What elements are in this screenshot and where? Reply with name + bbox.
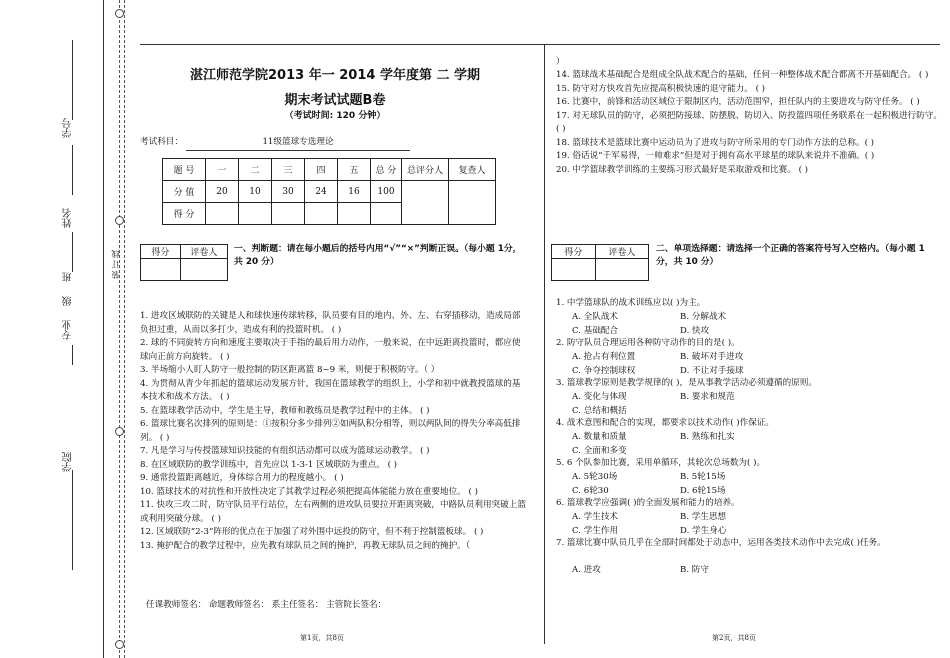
score-table-head: 复查人 (449, 159, 496, 181)
judge-item-17: 17. 对无球队员的防守，必须把防接球、防摆脱、防切入、防投篮四项任务联系在一起积极进行防守。 ( ) (556, 110, 942, 134)
mc-item-4 (556, 418, 942, 458)
name-blank (72, 145, 73, 195)
judge-item-1: 1. 进攻区域联防的关键是人和球快速传球转移，队员要有目的地内、外、左、右穿插移动，造成局部负担过重，从而以多打少，造成有利的投篮时机。 ( ) (140, 311, 521, 335)
binding-hole (115, 427, 124, 436)
judge-item-14: 14. 篮球战术基础配合是组成全队战术配合的基础，任何一种整体战术配合都离不开基础配合。 ( ) (556, 70, 929, 80)
judge-item-8: 8. 在区域联防的教学训练中，首先应以 1-3-1 区域联防为重点。 ( ) (140, 459, 398, 470)
section1-list-cont (556, 69, 942, 177)
mc-option[interactable]: B. 分解战术 (680, 312, 727, 322)
score-table-head: 二 (239, 159, 272, 181)
mc-option[interactable]: B. 5轮15场 (680, 472, 726, 482)
mc-option[interactable]: C. 学生作用 (572, 526, 619, 536)
judge-item-16: 16. 比赛中，前锋和活动区域位于限制区内，活动范围窄，担任队内的主要进攻与防守任务。 ( ) (556, 97, 920, 107)
class-blank (72, 232, 73, 272)
margin-border-line (103, 0, 104, 658)
mc-option[interactable]: D. 6轮15场 (680, 486, 726, 496)
mc-item-7 (556, 538, 942, 582)
score-table-head: 总 分 (371, 159, 402, 181)
page-number-1: 第1页，共8页 (300, 634, 344, 642)
score-table-cell[interactable] (305, 203, 338, 225)
judge-item-20: 20. 中学篮球教学训练的主要练习形式最好是采取游戏和比赛。 ( ) (556, 164, 809, 175)
mc-option[interactable]: C. 总结和概括 (572, 406, 627, 416)
score-table-cell: 100 (371, 181, 402, 203)
seal-line-label: 装 订 线 (111, 250, 120, 280)
judge-item-13: 13. 掩护配合的教学过程中，应先教有球队员之间的掩护，再教无球队员之间的掩护。（ (140, 540, 471, 551)
score-table-head: 三 (272, 159, 305, 181)
judge-item-11: 11. 快攻三攻二时，防守队员平行站位，左右两侧的进攻队员要拉开距离突破，中路队员利用突破上篮或利用突破分球。 ( ) (140, 500, 526, 524)
mc-option[interactable]: C. 6轮30 (572, 486, 609, 496)
score-table-head: 总评分人 (402, 159, 449, 181)
grade-label: 级 (63, 296, 74, 306)
section1-list (140, 310, 528, 553)
binding-hole (115, 9, 124, 18)
mc-item-6 (556, 498, 942, 538)
subject-label: 考试科目： (140, 137, 183, 147)
scorer-box-scorer: 评卷人 (595, 245, 648, 259)
judge-item-12: 12. 区域联防“2-3”阵形的优点在于加强了对外围中远投的防守，但不利于控制篮板球。 ( ) (140, 527, 484, 537)
mc-option[interactable]: A. 学生技术 (572, 512, 619, 522)
page-divider (544, 44, 545, 644)
scorer-box-cell[interactable] (180, 259, 227, 281)
judge-item-3: 3. 半场缩小人盯人防守一般控制的防区距离篮 8~9 米，则便于积极防守。（ ） (140, 365, 440, 375)
cont-paren: ） (556, 57, 565, 67)
mc-item-3 (556, 378, 942, 418)
score-table-cell: 16 (338, 181, 371, 203)
student-no-label: 学号 (63, 118, 74, 138)
binding-hole (115, 640, 124, 649)
signature-line: 任课教师签名： 命题教师签名： 系主任签名： 主管院长签名： (146, 600, 387, 610)
name-label: 姓名 (63, 208, 74, 228)
mc-option[interactable]: C. 争夺控制球权 (572, 366, 636, 376)
mc-question: 6. 篮球教学应强调( )的全面发展和能力的培养。 (556, 498, 740, 508)
score-table (162, 158, 496, 225)
mc-option[interactable]: D. 学生身心 (680, 526, 727, 536)
judge-item-10: 10. 篮球技术的对抗性和开放性决定了其教学过程必须把提高体能能力放在重要地位。 ( ) (140, 486, 478, 497)
mc-option[interactable]: A. 数量和质量 (572, 432, 627, 442)
mc-item-5 (556, 458, 942, 498)
mc-option[interactable]: A. 5轮30场 (572, 472, 618, 482)
major-blank (72, 345, 73, 365)
judge-item-18: 18. 篮球技术是篮球比赛中运动员为了进攻与防守所采用的专门动作方法的总称。( ) (556, 137, 875, 148)
seal-dashed-line-2 (124, 0, 125, 658)
top-rule (140, 44, 940, 45)
scorer-box-cell[interactable] (595, 259, 648, 281)
score-table-cell[interactable] (206, 203, 239, 225)
mc-option[interactable]: A. 全队战术 (572, 312, 619, 322)
mc-question: 7. 篮球比赛中队员几乎在全部时间都处于动态中，运用各类技术动作中去完成( )任务。 (556, 538, 886, 548)
mc-question: 2. 防守队员合理运用各种防守动作的目的是( )。 (556, 338, 740, 348)
judge-item-7: 7. 凡是学习与传授篮球知识技能的有组织活动都可以成为篮球运动教学。 ( ) (140, 446, 430, 456)
score-table-cell: 分 值 (163, 181, 206, 203)
binding-hole (115, 216, 124, 225)
mc-question: 1. 中学篮球队的战术训练应以( )为主。 (556, 298, 706, 308)
mc-option[interactable]: A. 抢占有利位置 (572, 352, 636, 362)
section1-heading: 一、判断题：请在每小题后的括号内用“√”“×”判断正误。（每小题 1分，共 20 分） (234, 244, 522, 267)
mc-question: 4. 战术意图和配合的实现，都要求以技术动作( )作保证。 (556, 418, 775, 428)
seal-dashed-line (119, 0, 120, 658)
subject-value: 11级篮球专选理论 (186, 136, 410, 151)
judge-item-2: 2. 球的不同旋转方向和速度主要取决于手指的最后用力动作，一般来说，在中远距离投篮时，都应使球向正前方向旋转。 ( ) (140, 338, 521, 362)
score-table-cell: 20 (206, 181, 239, 203)
scorer-box-cell[interactable] (552, 259, 596, 281)
section2-heading: 二、单项选择题：请选择一个正确的答案符号写入空格内。（每小题 1 分，共 10 分） (656, 244, 925, 267)
judge-item-4: 4. 为贯彻从青少年抓起的篮球运动发展方针，我国在篮球教学的组织上，小学和初中就教授篮球的基本技术和战术方法。 ( ) (140, 378, 521, 402)
score-table-cell: 得 分 (163, 203, 206, 225)
scorer-box-score: 得分 (141, 245, 181, 259)
score-table-cell: 10 (239, 181, 272, 203)
major-label: 专业 (63, 320, 74, 340)
score-table-cell[interactable] (272, 203, 305, 225)
exam-subtitle: 期末考试试题B卷 (284, 93, 386, 108)
score-table-cell: 24 (305, 181, 338, 203)
score-table-head: 一 (206, 159, 239, 181)
judge-item-6: 6. 篮球比赛名次排列的原则是：①按积分多少排列②如两队积分相等，则以两队间的得失分率高低排列。 ( ) (140, 419, 521, 443)
mc-option[interactable]: A. 变化与体现 (572, 392, 627, 402)
scorer-box-score: 得分 (552, 245, 596, 259)
score-table-head: 五 (338, 159, 371, 181)
score-table-cell: 30 (272, 181, 305, 203)
score-table-head: 题 号 (163, 159, 206, 181)
mc-option[interactable]: C. 全面和多变 (572, 446, 627, 456)
scorer-box-cell[interactable] (141, 259, 181, 281)
score-table-cell[interactable] (338, 203, 371, 225)
mc-option[interactable]: C. 基础配合 (572, 326, 619, 336)
exam-title: 湛江师范学院2013 年一 2014 学年度第 二 学期 (190, 68, 480, 83)
score-table-head: 四 (305, 159, 338, 181)
mc-option[interactable]: B. 熟练和扎实 (680, 432, 735, 442)
mc-option[interactable]: B. 要求和规范 (680, 392, 735, 402)
mc-option[interactable]: D. 不让对手接球 (680, 366, 744, 376)
page-number-2: 第2页，共8页 (712, 634, 756, 642)
scorer-box-scorer: 评卷人 (180, 245, 227, 259)
student-no-blank (72, 40, 73, 120)
mc-option[interactable]: B. 防守 (680, 565, 709, 575)
mc-option[interactable]: B. 破坏对手进攻 (680, 352, 744, 362)
class-label: 班 (63, 272, 74, 282)
mc-list (556, 298, 942, 582)
judge-item-15: 15. 防守对方快攻首先应提高积极快速的退守能力。 ( ) (556, 83, 766, 94)
score-table-cell[interactable] (449, 181, 496, 225)
score-table-cell[interactable] (402, 181, 449, 225)
mc-option[interactable]: A. 进攻 (572, 565, 601, 575)
scorer-box-2 (551, 244, 649, 281)
judge-item-9: 9. 通常投篮距离越近，身体综合用力的程度越小。 ( ) (140, 473, 344, 483)
mc-question: 5. 6 个队参加比赛，采用单循环，其轮次总场数为( )。 (556, 458, 766, 468)
mc-item-2 (556, 338, 942, 378)
mc-option[interactable]: B. 学生思想 (680, 512, 727, 522)
mc-item-1 (556, 298, 942, 338)
exam-time: （考试时间: 120 分钟） (284, 111, 386, 121)
mc-question: 3. 篮球教学原则是教学规律的( )，是从事教学活动必须遵循的原则。 (556, 378, 817, 388)
college-blank (72, 470, 73, 570)
college-label: 学院 (63, 452, 74, 472)
judge-item-19: 19. 俗话说“千军易得，一帅难求”但是对于拥有高水平球星的球队来说并不准确。( ) (556, 151, 875, 161)
judge-item-5: 5. 在篮球教学活动中，学生是主导，教师和教练员是教学过程中的主体。 ( ) (140, 405, 430, 416)
score-table-cell[interactable] (239, 203, 272, 225)
scorer-box-1 (140, 244, 228, 281)
score-table-cell[interactable] (371, 203, 402, 225)
mc-option[interactable]: D. 快攻 (680, 326, 710, 336)
